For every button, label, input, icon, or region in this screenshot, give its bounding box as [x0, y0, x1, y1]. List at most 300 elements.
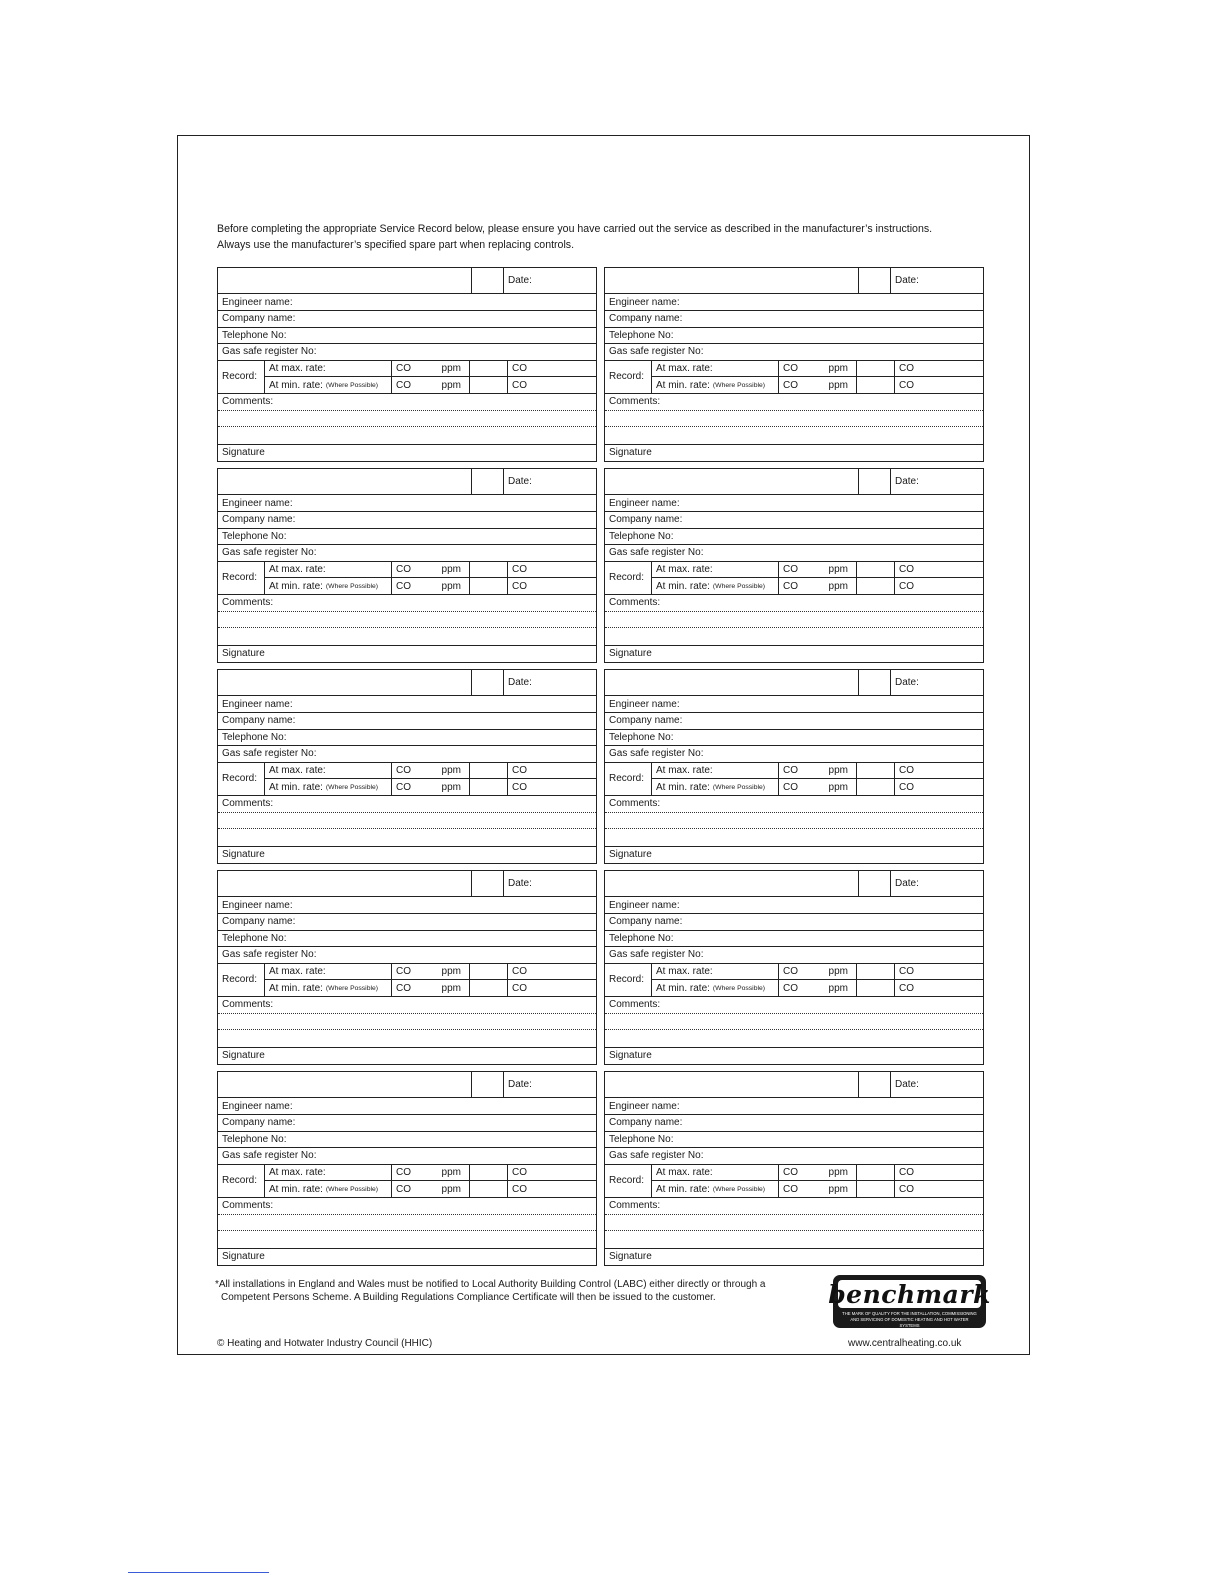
date-field[interactable] — [504, 1072, 596, 1097]
where-possible-note: (Where Possible) — [325, 582, 379, 590]
comments-line — [218, 411, 596, 428]
gas-safe-field[interactable] — [218, 344, 596, 361]
date-field[interactable] — [504, 469, 596, 494]
record-header-row — [605, 469, 983, 495]
service-title-field[interactable] — [218, 1072, 472, 1097]
ppm-label: ppm — [828, 966, 848, 978]
co2-label: CO — [899, 982, 914, 994]
max-blank-field[interactable] — [857, 964, 895, 980]
co2-label: CO — [512, 966, 527, 978]
min-rate-label: At min. rate: — [656, 781, 710, 793]
comments-line — [218, 612, 596, 629]
engineer-name-label: Engineer name: — [222, 1100, 293, 1112]
min-blank-field[interactable] — [470, 1181, 508, 1197]
max-co-ppm-field[interactable] — [779, 763, 857, 779]
min-blank-field[interactable] — [857, 779, 895, 795]
engineer-name-field[interactable] — [218, 696, 596, 713]
company-name-field[interactable] — [218, 914, 596, 931]
gas-safe-field[interactable] — [605, 746, 983, 763]
min-blank-field[interactable] — [470, 377, 508, 393]
gas-safe-label: Gas safe register No: — [222, 949, 317, 961]
gas-safe-field[interactable] — [605, 947, 983, 964]
co-label: CO — [783, 781, 798, 793]
signature-label: Signature — [609, 447, 652, 459]
signature-field[interactable] — [218, 445, 596, 461]
co-label: CO — [396, 982, 411, 994]
where-possible-note: (Where Possible) — [712, 381, 766, 389]
service-record — [604, 870, 984, 1065]
co2-label: CO — [512, 765, 527, 777]
telephone-field[interactable] — [605, 529, 983, 546]
min-co2-field[interactable] — [508, 377, 596, 393]
service-title-field[interactable] — [218, 268, 472, 293]
max-rate-label: At max. rate: — [269, 363, 326, 375]
engineer-name-label: Engineer name: — [609, 296, 680, 308]
date-label: Date: — [508, 878, 532, 890]
engineer-name-label: Engineer name: — [609, 497, 680, 509]
telephone-field[interactable] — [605, 931, 983, 948]
company-name-field[interactable] — [218, 311, 596, 328]
min-co2-field[interactable] — [508, 578, 596, 594]
service-record — [604, 468, 984, 663]
signature-label: Signature — [222, 849, 265, 861]
service-number-field[interactable] — [859, 1072, 891, 1097]
min-rate-label: At min. rate: — [656, 580, 710, 592]
service-number-field[interactable] — [859, 469, 891, 494]
comments-line — [605, 427, 983, 444]
telephone-label: Telephone No: — [609, 329, 674, 341]
max-co-ppm-field[interactable] — [392, 964, 470, 980]
date-field[interactable] — [891, 1072, 983, 1097]
co2-label: CO — [899, 580, 914, 592]
signature-field[interactable] — [605, 1249, 983, 1265]
min-co2-field[interactable] — [508, 779, 596, 795]
min-rate-row — [265, 377, 596, 393]
engineer-name-field[interactable] — [218, 495, 596, 512]
co-label: CO — [396, 363, 411, 375]
service-number-field[interactable] — [472, 670, 504, 695]
min-co-ppm-field[interactable] — [779, 980, 857, 996]
record-header-row — [605, 670, 983, 696]
service-record — [217, 468, 597, 663]
engineer-name-label: Engineer name: — [609, 698, 680, 710]
engineer-name-label: Engineer name: — [609, 1100, 680, 1112]
record-header-row — [218, 469, 596, 495]
comments-area[interactable] — [605, 796, 983, 847]
comments-area[interactable] — [605, 997, 983, 1048]
where-possible-note: (Where Possible) — [712, 1185, 766, 1193]
service-number-field[interactable] — [472, 871, 504, 896]
min-blank-field[interactable] — [857, 1181, 895, 1197]
min-blank-field[interactable] — [857, 980, 895, 996]
max-co2-field[interactable] — [895, 1165, 983, 1181]
ppm-label: ppm — [828, 564, 848, 576]
gas-safe-label: Gas safe register No: — [609, 748, 704, 760]
company-name-label: Company name: — [222, 313, 296, 325]
comments-line — [218, 1014, 596, 1031]
co2-label: CO — [512, 580, 527, 592]
gas-safe-label: Gas safe register No: — [222, 748, 317, 760]
min-blank-field[interactable] — [470, 779, 508, 795]
engineer-name-label: Engineer name: — [609, 899, 680, 911]
record-label: Record: — [218, 562, 265, 594]
service-title-field[interactable] — [218, 871, 472, 896]
co-label: CO — [783, 1167, 798, 1179]
intro-line-1: Before completing the appropriate Service Record below, please ensure you have carried out the service as described in the manufacturer’s instructions. — [217, 223, 933, 235]
comments-label: Comments: — [222, 396, 274, 408]
service-title-field[interactable] — [605, 469, 859, 494]
max-co2-field[interactable] — [895, 361, 983, 377]
company-name-field[interactable] — [605, 914, 983, 931]
gas-safe-field[interactable] — [605, 545, 983, 562]
engineer-name-field[interactable] — [605, 1098, 983, 1115]
min-co-ppm-field[interactable] — [392, 779, 470, 795]
max-co-ppm-field[interactable] — [779, 964, 857, 980]
co-label: CO — [783, 580, 798, 592]
record-label: Record: — [605, 562, 652, 594]
co2-label: CO — [512, 1183, 527, 1195]
ppm-label: ppm — [441, 1167, 461, 1179]
min-rate-row — [652, 377, 983, 393]
logo-wordmark: benchmark — [828, 1279, 991, 1309]
ppm-label: ppm — [828, 580, 848, 592]
min-co2-field[interactable] — [895, 980, 983, 996]
telephone-field[interactable] — [605, 328, 983, 345]
comments-line — [605, 829, 983, 846]
max-rate-row — [652, 1165, 983, 1182]
ppm-label: ppm — [441, 781, 461, 793]
comments-line — [218, 628, 596, 645]
service-title-field[interactable] — [605, 670, 859, 695]
min-co-ppm-field[interactable] — [392, 980, 470, 996]
min-co2-field[interactable] — [895, 377, 983, 393]
telephone-label: Telephone No: — [609, 1133, 674, 1145]
comments-area[interactable] — [605, 595, 983, 646]
signature-field[interactable] — [605, 445, 983, 461]
max-rate-label: At max. rate: — [269, 966, 326, 978]
company-name-label: Company name: — [222, 1117, 296, 1129]
comments-area[interactable] — [218, 997, 596, 1048]
telephone-field[interactable] — [605, 1132, 983, 1149]
max-rate-label: At max. rate: — [656, 765, 713, 777]
ppm-label: ppm — [828, 765, 848, 777]
min-blank-field[interactable] — [857, 377, 895, 393]
max-co2-field[interactable] — [508, 964, 596, 980]
max-blank-field[interactable] — [470, 1165, 508, 1181]
comments-line — [605, 1014, 983, 1031]
min-blank-field[interactable] — [470, 980, 508, 996]
gas-safe-field[interactable] — [218, 545, 596, 562]
min-co2-field[interactable] — [895, 1181, 983, 1197]
engineer-name-field[interactable] — [605, 897, 983, 914]
max-blank-field[interactable] — [857, 763, 895, 779]
max-rate-row — [265, 1165, 596, 1182]
comments-area[interactable] — [605, 394, 983, 445]
telephone-field[interactable] — [218, 529, 596, 546]
comments-line — [218, 1030, 596, 1047]
co2-label: CO — [512, 379, 527, 391]
date-field[interactable] — [891, 670, 983, 695]
ppm-label: ppm — [828, 363, 848, 375]
comments-area[interactable] — [218, 394, 596, 445]
service-record — [217, 669, 597, 864]
where-possible-note: (Where Possible) — [325, 381, 379, 389]
telephone-field[interactable] — [605, 730, 983, 747]
co-label: CO — [783, 363, 798, 375]
max-blank-field[interactable] — [470, 361, 508, 377]
footnote-line-2: Competent Persons Scheme. A Building Regulations Compliance Certificate will then be issued to the customer. — [221, 1292, 716, 1303]
service-number-field[interactable] — [859, 871, 891, 896]
telephone-field[interactable] — [218, 931, 596, 948]
co-label: CO — [396, 781, 411, 793]
min-co-ppm-field[interactable] — [392, 578, 470, 594]
company-name-field[interactable] — [605, 311, 983, 328]
engineer-name-field[interactable] — [218, 897, 596, 914]
comments-line — [218, 813, 596, 830]
telephone-label: Telephone No: — [222, 530, 287, 542]
min-co2-field[interactable] — [895, 578, 983, 594]
engineer-name-field[interactable] — [605, 495, 983, 512]
gas-safe-label: Gas safe register No: — [222, 1150, 317, 1162]
service-title-field[interactable] — [605, 871, 859, 896]
date-label: Date: — [508, 275, 532, 287]
min-rate-row — [652, 779, 983, 795]
company-name-field[interactable] — [218, 1115, 596, 1132]
service-number-field[interactable] — [472, 469, 504, 494]
service-number-field[interactable] — [472, 1072, 504, 1097]
engineer-name-label: Engineer name: — [222, 899, 293, 911]
gas-safe-field[interactable] — [218, 947, 596, 964]
engineer-name-label: Engineer name: — [222, 296, 293, 308]
record-readings — [218, 964, 596, 997]
comments-line — [218, 1215, 596, 1232]
gas-safe-label: Gas safe register No: — [222, 346, 317, 358]
co2-label: CO — [899, 765, 914, 777]
engineer-name-label: Engineer name: — [222, 497, 293, 509]
where-possible-note: (Where Possible) — [712, 582, 766, 590]
date-field[interactable] — [891, 469, 983, 494]
ppm-label: ppm — [441, 363, 461, 375]
record-header-row — [218, 1072, 596, 1098]
engineer-name-field[interactable] — [218, 294, 596, 311]
max-co-ppm-field[interactable] — [392, 361, 470, 377]
max-co2-field[interactable] — [508, 1165, 596, 1181]
telephone-label: Telephone No: — [222, 932, 287, 944]
record-readings — [605, 361, 983, 394]
min-blank-field[interactable] — [470, 578, 508, 594]
co-label: CO — [396, 765, 411, 777]
max-rate-row — [652, 964, 983, 981]
service-title-field[interactable] — [218, 469, 472, 494]
gas-safe-field[interactable] — [218, 746, 596, 763]
record-label: Record: — [605, 763, 652, 795]
footnote — [215, 1278, 815, 1304]
max-rate-row — [265, 763, 596, 780]
copyright-text: © Heating and Hotwater Industry Council (HHIC) — [217, 1338, 433, 1349]
min-rate-row — [652, 1181, 983, 1197]
record-label: Record: — [605, 964, 652, 996]
max-co-ppm-field[interactable] — [392, 763, 470, 779]
max-blank-field[interactable] — [857, 1165, 895, 1181]
max-co2-field[interactable] — [895, 964, 983, 980]
min-rate-row — [265, 980, 596, 996]
benchmark-logo — [828, 1275, 991, 1328]
comments-label: Comments: — [609, 597, 661, 609]
record-header-row — [605, 1072, 983, 1098]
max-blank-field[interactable] — [857, 361, 895, 377]
max-blank-field[interactable] — [470, 562, 508, 578]
signature-field[interactable] — [605, 1048, 983, 1064]
max-co-ppm-field[interactable] — [779, 562, 857, 578]
service-number-field[interactable] — [859, 268, 891, 293]
comments-label: Comments: — [609, 999, 661, 1011]
max-rate-row — [652, 562, 983, 579]
gas-safe-label: Gas safe register No: — [609, 949, 704, 961]
record-readings — [605, 562, 983, 595]
max-co-ppm-field[interactable] — [779, 1165, 857, 1181]
co2-label: CO — [512, 1167, 527, 1179]
min-rate-row — [265, 1181, 596, 1197]
service-record — [604, 267, 984, 462]
co-label: CO — [783, 379, 798, 391]
max-co-ppm-field[interactable] — [392, 1165, 470, 1181]
co2-label: CO — [512, 363, 527, 375]
min-co-ppm-field[interactable] — [779, 578, 857, 594]
telephone-field[interactable] — [218, 1132, 596, 1149]
min-rate-label: At min. rate: — [269, 379, 323, 391]
min-blank-field[interactable] — [857, 578, 895, 594]
min-co2-field[interactable] — [508, 980, 596, 996]
min-co2-field[interactable] — [895, 779, 983, 795]
co-label: CO — [396, 1183, 411, 1195]
comments-line — [218, 1231, 596, 1248]
max-co2-field[interactable] — [895, 562, 983, 578]
min-rate-label: At min. rate: — [269, 781, 323, 793]
record-label: Record: — [218, 763, 265, 795]
max-co2-field[interactable] — [508, 361, 596, 377]
company-name-field[interactable] — [605, 1115, 983, 1132]
min-rate-label: At min. rate: — [656, 1183, 710, 1195]
max-co2-field[interactable] — [508, 562, 596, 578]
comments-area[interactable] — [218, 595, 596, 646]
co-label: CO — [783, 765, 798, 777]
min-co-ppm-field[interactable] — [779, 377, 857, 393]
telephone-label: Telephone No: — [609, 932, 674, 944]
company-name-label: Company name: — [222, 514, 296, 526]
service-title-field[interactable] — [605, 268, 859, 293]
ppm-label: ppm — [441, 982, 461, 994]
record-header-row — [218, 670, 596, 696]
company-name-field[interactable] — [218, 512, 596, 529]
comments-line — [605, 1215, 983, 1232]
max-blank-field[interactable] — [470, 964, 508, 980]
website-link[interactable]: www.centralheating.co.uk — [848, 1338, 962, 1349]
telephone-field[interactable] — [218, 730, 596, 747]
signature-field[interactable] — [218, 646, 596, 662]
signature-field[interactable] — [218, 1048, 596, 1064]
max-rate-label: At max. rate: — [269, 765, 326, 777]
min-co2-field[interactable] — [508, 1181, 596, 1197]
min-co-ppm-field[interactable] — [779, 779, 857, 795]
signature-label: Signature — [222, 1251, 265, 1263]
comments-area[interactable] — [605, 1198, 983, 1249]
max-co2-field[interactable] — [895, 763, 983, 779]
max-rate-label: At max. rate: — [269, 1167, 326, 1179]
min-rate-label: At min. rate: — [269, 982, 323, 994]
co-label: CO — [783, 966, 798, 978]
signature-field[interactable] — [218, 847, 596, 863]
service-title-field[interactable] — [605, 1072, 859, 1097]
date-label: Date: — [508, 1079, 532, 1091]
service-title-field[interactable] — [218, 670, 472, 695]
engineer-name-field[interactable] — [605, 294, 983, 311]
engineer-name-field[interactable] — [218, 1098, 596, 1115]
min-co-ppm-field[interactable] — [392, 377, 470, 393]
comments-area[interactable] — [218, 796, 596, 847]
record-header-row — [218, 268, 596, 294]
company-name-field[interactable] — [218, 713, 596, 730]
signature-field[interactable] — [605, 646, 983, 662]
signature-field[interactable] — [605, 847, 983, 863]
min-co-ppm-field[interactable] — [779, 1181, 857, 1197]
service-number-field[interactable] — [472, 268, 504, 293]
engineer-name-label: Engineer name: — [222, 698, 293, 710]
date-field[interactable] — [504, 268, 596, 293]
comments-line — [218, 829, 596, 846]
comments-area[interactable] — [218, 1198, 596, 1249]
min-co-ppm-field[interactable] — [392, 1181, 470, 1197]
gas-safe-field[interactable] — [605, 1148, 983, 1165]
ppm-label: ppm — [828, 982, 848, 994]
company-name-field[interactable] — [605, 512, 983, 529]
date-field[interactable] — [504, 670, 596, 695]
comments-label: Comments: — [609, 396, 661, 408]
ppm-label: ppm — [441, 1183, 461, 1195]
telephone-field[interactable] — [218, 328, 596, 345]
max-co2-field[interactable] — [508, 763, 596, 779]
date-label: Date: — [508, 476, 532, 488]
hyperlink-underline — [128, 1572, 269, 1573]
company-name-field[interactable] — [605, 713, 983, 730]
signature-field[interactable] — [218, 1249, 596, 1265]
ppm-label: ppm — [828, 379, 848, 391]
where-possible-note: (Where Possible) — [325, 783, 379, 791]
gas-safe-field[interactable] — [218, 1148, 596, 1165]
telephone-label: Telephone No: — [222, 329, 287, 341]
max-rate-label: At max. rate: — [269, 564, 326, 576]
date-field[interactable] — [891, 268, 983, 293]
max-co-ppm-field[interactable] — [779, 361, 857, 377]
signature-label: Signature — [222, 648, 265, 660]
date-field[interactable] — [504, 871, 596, 896]
max-blank-field[interactable] — [470, 763, 508, 779]
gas-safe-label: Gas safe register No: — [609, 346, 704, 358]
service-number-field[interactable] — [859, 670, 891, 695]
max-co-ppm-field[interactable] — [392, 562, 470, 578]
signature-label: Signature — [609, 1050, 652, 1062]
where-possible-note: (Where Possible) — [325, 984, 379, 992]
service-record — [604, 1071, 984, 1266]
record-header-row — [605, 871, 983, 897]
record-readings — [605, 763, 983, 796]
signature-label: Signature — [609, 1251, 652, 1263]
gas-safe-field[interactable] — [605, 344, 983, 361]
company-name-label: Company name: — [609, 715, 683, 727]
max-rate-row — [265, 964, 596, 981]
max-blank-field[interactable] — [857, 562, 895, 578]
engineer-name-field[interactable] — [605, 696, 983, 713]
date-field[interactable] — [891, 871, 983, 896]
